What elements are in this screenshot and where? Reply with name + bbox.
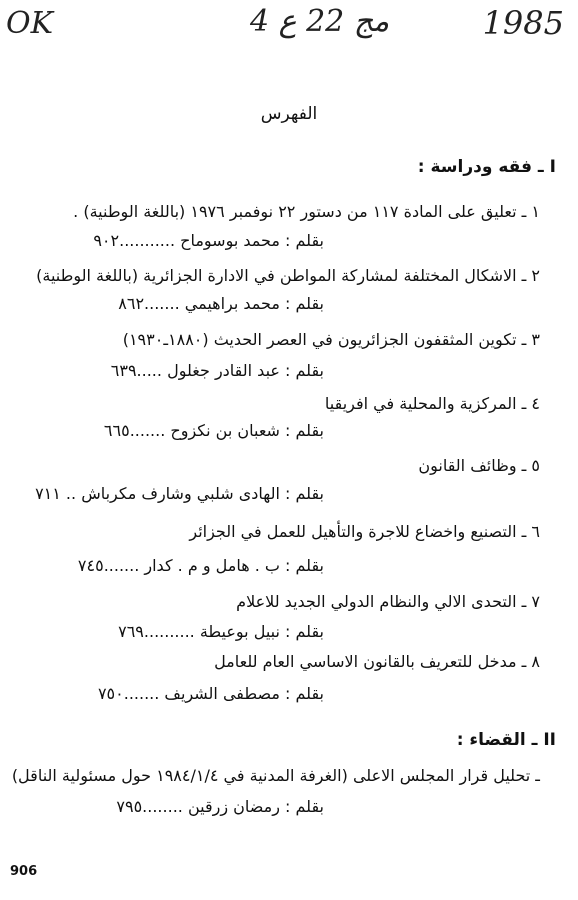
entry-title-9: ـ تحليل قرار المجلس الاعلى (الغرفة المدنية في ١٩٨٤/١/٤ حول مسئولية الناقل) [11,766,540,785]
entry-title-7: ٧ ـ التحدى الالي والنظام الدولي الجديد للاعلام [236,592,540,611]
page-title: الفهرس [260,104,318,124]
entry-title-4: ٤ ـ المركزية والمحلية في افريقيا [324,394,540,413]
entry-author-1: بقلم : محمد بوسوماح ...........٩٠٢ [93,231,324,250]
entry-title-5: ٥ ـ وظائف القانون [418,456,540,475]
entry-author-4: بقلم : شعبان بن نكزوح .......٦٦٥ [103,421,324,440]
entry-title-1: ١ ـ تعليق على المادة ١١٧ من دستور ٢٢ نوفمبر ١٩٧٦ (باللغة الوطنية) . [73,202,540,221]
entry-author-2: بقلم : محمد براهيمي .......٨٦٢ [118,294,324,313]
page-number: 906 [10,864,38,879]
entry-author-3: بقلم : عبد القادر جغلول .....٦٣٩ [110,361,324,380]
entry-title-3: ٣ ـ تكوين المثقفون الجزائريون في العصر الحديث (١٨٨٠ـ١٩٣٠) [122,330,540,349]
entry-title-8: ٨ ـ مدخل للتعريف بالقانون الاساسي العام للعامل [214,652,540,671]
entry-title-6: ٦ ـ التصنيع واخضاع للاجرة والتأهيل للعمل في الجزائر [189,522,540,541]
entry-author-6: بقلم : ب . هامل و م . كدار .......٧٤٥ [77,556,324,575]
handwritten-year: 1985 [482,4,564,42]
entry-title-2: ٢ ـ الاشكال المختلفة لمشاركة المواطن في الادارة الجزائرية (باللغة الوطنية) [36,266,540,285]
section-heading-2: II ـ القضاء : [456,730,556,750]
entry-author-7: بقلم : نبيل بوعيطة ..........٧٦٩ [118,622,324,641]
section-heading-1: I ـ فقه ودراسة : [417,157,556,177]
handwritten-reference: مج 22 ع 4 [250,4,390,39]
entry-author-8: بقلم : مصطفى الشريف .......٧٥٠ [97,684,324,703]
handwritten-note-ok: OK [6,6,54,41]
entry-author-5: بقلم : الهادى شلبي وشارف مكرباش .. ٧١١ [35,484,324,503]
entry-author-9: بقلم : رمضان زرقين ........٧٩٥ [116,797,324,816]
